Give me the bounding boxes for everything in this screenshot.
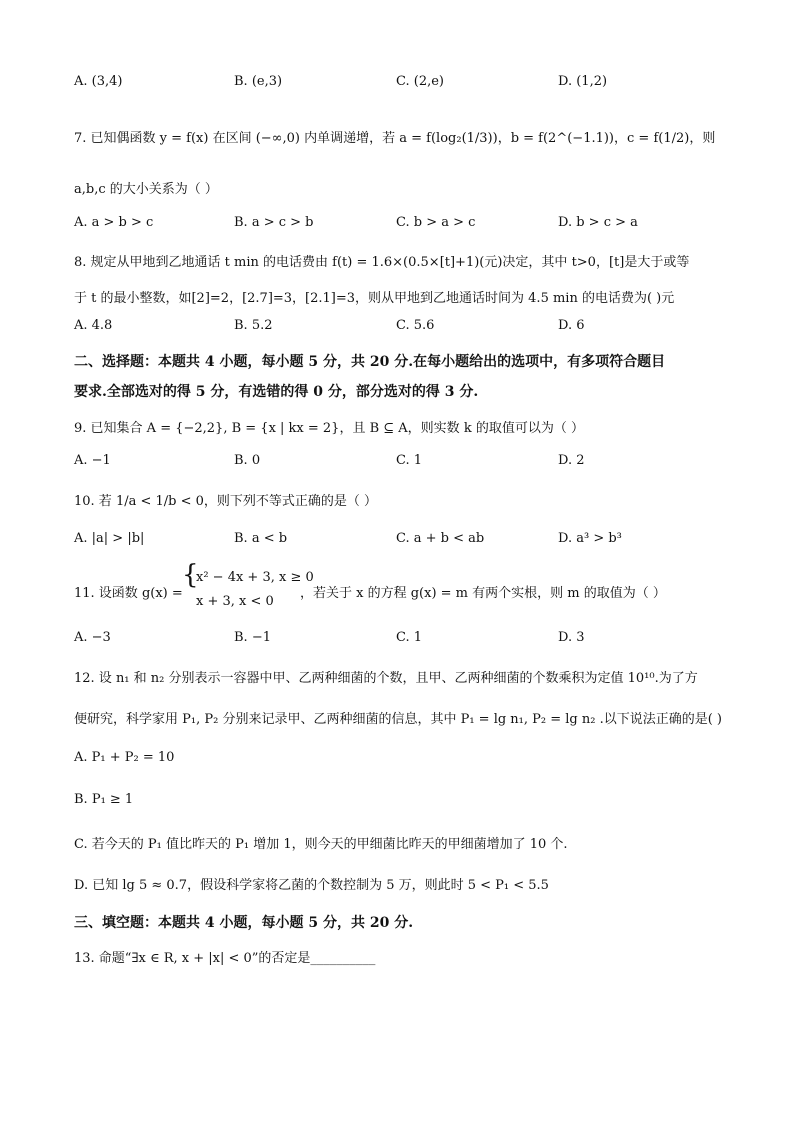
q11-prefix: 11. 设函数 g(x) = bbox=[74, 586, 183, 601]
q9-text: 9. 已知集合 A = {−2,2}, B = {x | kx = 2}，且 B ⊆ A，则实数 k 的取值可以为（ ） bbox=[74, 421, 584, 436]
q7-option-a: A. a > b > c bbox=[74, 215, 154, 230]
q9-option-d: D. 2 bbox=[558, 453, 585, 468]
brace-icon: { bbox=[182, 560, 199, 590]
q12-option-d: D. 已知 lg 5 ≈ 0.7，假设科学家将乙菌的个数控制为 5 万，则此时 5 < P₁ < 5.5 bbox=[74, 878, 549, 893]
option-b: B. (e,3) bbox=[234, 74, 283, 89]
q7-option-b: B. a > c > b bbox=[234, 215, 314, 230]
q8-option-d: D. 6 bbox=[558, 318, 585, 333]
option-d: D. (1,2) bbox=[558, 74, 608, 89]
q7-option-c: C. b > a > c bbox=[396, 215, 476, 230]
q12-line1: 12. 设 n₁ 和 n₂ 分别表示一容器中甲、乙两种细菌的个数，且甲、乙两种细菌的个数乘积为定值 10¹⁰.为了方 bbox=[74, 671, 698, 686]
q7-line2: a,b,c 的大小关系为（ ） bbox=[74, 182, 218, 197]
q8-option-a: A. 4.8 bbox=[74, 318, 113, 333]
q11-suffix: ，若关于 x 的方程 g(x) = m 有两个实根，则 m 的取值为（ ） bbox=[300, 586, 666, 601]
q11-option-a: A. −3 bbox=[74, 630, 111, 645]
q10-option-a: A. |a| > |b| bbox=[74, 531, 145, 546]
q11-option-c: C. 1 bbox=[396, 630, 423, 645]
q8-option-b: B. 5.2 bbox=[234, 318, 273, 333]
q10-option-d: D. a³ > b³ bbox=[558, 531, 622, 546]
q8-line1: 8. 规定从甲地到乙地通话 t min 的电话费由 f(t) = 1.6×(0.5×[t]+1)(元)决定，其中 t>0，[t]是大于或等 bbox=[74, 255, 690, 270]
section2-heading-line2: 要求.全部选对的得 5 分，有选错的得 0 分，部分选对的得 3 分. bbox=[74, 384, 479, 400]
option-c: C. (2,e) bbox=[396, 74, 444, 89]
q12-option-c: C. 若今天的 P₁ 值比昨天的 P₁ 增加 1，则今天的甲细菌比昨天的甲细菌增加了 10 个. bbox=[74, 837, 568, 852]
section2-heading-line1: 二、选择题：本题共 4 小题，每小题 5 分，共 20 分.在每小题给出的选项中，有多项符合题目 bbox=[74, 354, 666, 370]
q11-option-b: B. −1 bbox=[234, 630, 271, 645]
q11-case2: x + 3, x < 0 bbox=[196, 594, 274, 609]
q13-text: 13. 命题“∃x ∈ R, x + |x| < 0”的否定是__________ bbox=[74, 951, 376, 966]
q8-option-c: C. 5.6 bbox=[396, 318, 435, 333]
q11-option-d: D. 3 bbox=[558, 630, 585, 645]
q11-case1: x² − 4x + 3, x ≥ 0 bbox=[196, 570, 314, 585]
q12-option-a: A. P₁ + P₂ = 10 bbox=[74, 750, 175, 765]
q9-option-a: A. −1 bbox=[74, 453, 111, 468]
q12-option-b: B. P₁ ≥ 1 bbox=[74, 792, 134, 807]
section3-heading: 三、填空题：本题共 4 小题，每小题 5 分，共 20 分. bbox=[74, 915, 414, 931]
q7-option-d: D. b > c > a bbox=[558, 215, 638, 230]
q12-line2: 便研究，科学家用 P₁, P₂ 分别来记录甲、乙两种细菌的信息，其中 P₁ = lg n₁, P₂ = lg n₂ .以下说法正确的是( ) bbox=[74, 712, 723, 727]
q7-line1: 7. 已知偶函数 y = f(x) 在区间 (−∞,0) 内单调递增，若 a = f(log₂(1/3))，b = f(2^(−1.1))，c = f(1/2)，则 bbox=[74, 131, 716, 146]
q9-option-b: B. 0 bbox=[234, 453, 261, 468]
q10-text: 10. 若 1/a < 1/b < 0，则下列不等式正确的是（ ） bbox=[74, 494, 378, 509]
option-a: A. (3,4) bbox=[74, 74, 123, 89]
q9-option-c: C. 1 bbox=[396, 453, 423, 468]
q10-option-c: C. a + b < ab bbox=[396, 531, 485, 546]
q8-line2: 于 t 的最小整数，如[2]=2，[2.7]=3，[2.1]=3，则从甲地到乙地通话时间为 4.5 min 的电话费为( )元 bbox=[74, 291, 675, 306]
q10-option-b: B. a < b bbox=[234, 531, 288, 546]
